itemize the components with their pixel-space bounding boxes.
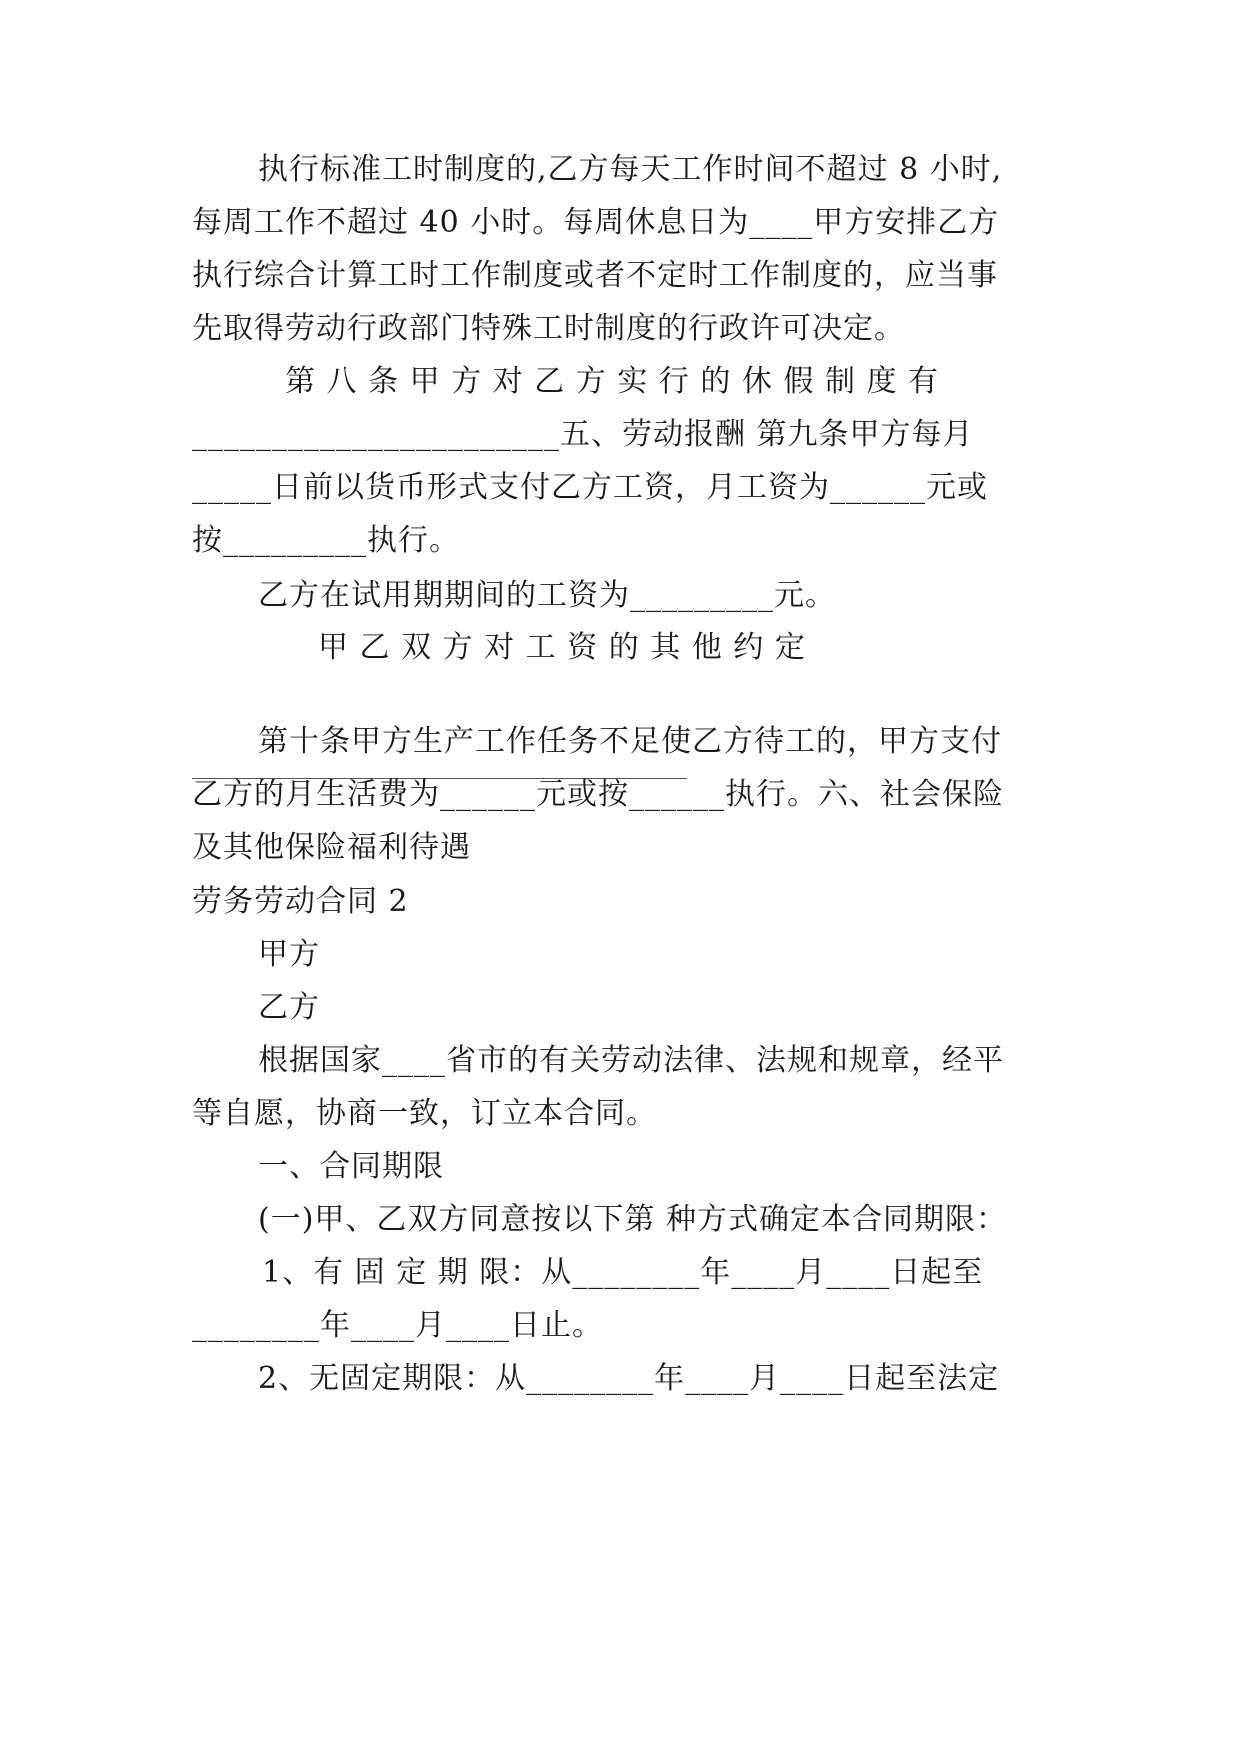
clause-heading: 一、合同期限 [258,1149,444,1184]
paragraph-line: 每周工作不超过 40 小时。每周休息日为____甲方安排乙方 [192,205,1000,240]
paragraph-line: 按_________执行。 [192,523,460,558]
paragraph-line: 乙方的月生活费为______元或按______执行。六、社会保险 [192,777,1004,812]
paragraph-line: _____日前以货币形式支付乙方工资，月工资为______元或 [192,470,988,505]
party-b-label: 乙方 [258,990,320,1025]
paragraph-line: 第十条甲方生产工作任务不足使乙方待工的，甲方支付 [258,724,1002,759]
paragraph-line: 先取得劳动行政部门特殊工时制度的行政许可决定。 [192,311,905,346]
wage-other-terms-line: 甲 乙 双 方 对 工 资 的 其 他 约 定 [318,630,806,665]
paragraph-line: 乙方在试用期期间的工资为_________元。 [258,578,836,613]
paragraph-line: 2、无固定期限：从________年____月____日起至法定 [258,1361,1000,1396]
paragraph-line: 1、有 固 定 期 限：从________年____月____日起至 [262,1255,984,1290]
paragraph-line: ________年____月____日止。 [192,1308,603,1343]
paragraph-line: (一)甲、乙双方同意按以下第 种方式确定本合同期限： [258,1202,1007,1237]
paragraph-line: 根据国家____省市的有关劳动法律、法规和规章，经平 [258,1043,1004,1078]
paragraph-line: 等自愿，协商一致，订立本合同。 [192,1096,657,1131]
article-8-line: 第 八 条 甲 方 对 乙 方 实 行 的 休 假 制 度 有 [285,364,940,399]
paragraph-line: 执行综合计算工时工作制度或者不定时工作制度的，应当事 [192,258,998,293]
party-a-label: 甲方 [258,937,320,972]
paragraph-line: 及其他保险福利待遇 [192,830,471,865]
paragraph-line: 执行标准工时制度的,乙方每天工作时间不超过 8 小时, [258,152,1003,187]
section-title: 劳务劳动合同 2 [192,884,409,919]
paragraph-line: _______________________五、劳动报酬 第九条甲方每月 [192,417,974,452]
